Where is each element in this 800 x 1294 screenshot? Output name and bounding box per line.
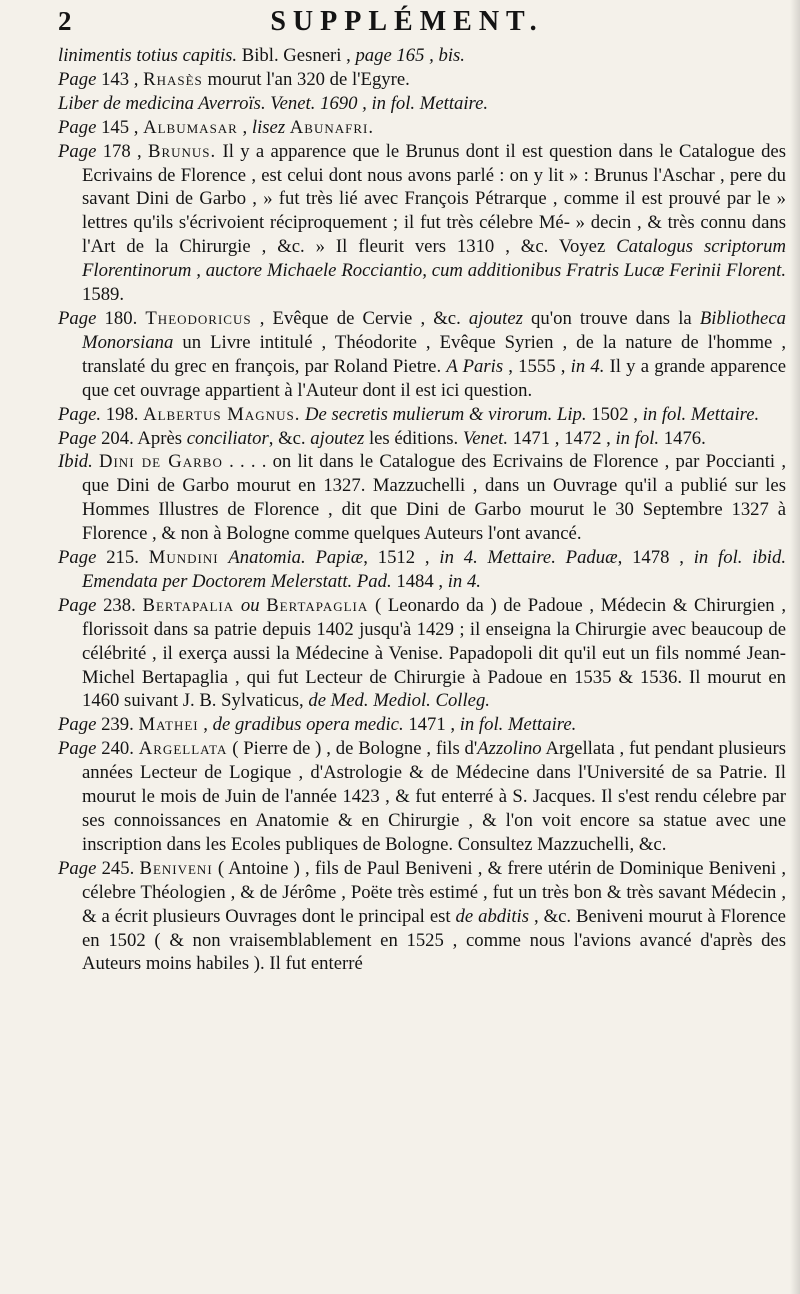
page-header: [58, 6, 786, 42]
italic-run: Catalogus scriptorum Florentinorum , auctore Michaele Rocciantio, cum additionibus Fratris Lucæ Ferinii Florent.: [82, 236, 786, 282]
text-run: 245.: [96, 857, 140, 879]
italic-run: Page: [58, 714, 97, 736]
text-run: 180.: [96, 307, 146, 329]
text-run: , &c. Beniveni mourut à Florence en 1502 ( & non vraisemblablement en 1525 , comme nous l'avions avancé d'après des Auteurs moins habiles ). Il fut enterré: [82, 905, 786, 975]
italic-run: de abditis: [455, 905, 529, 927]
italic-run: Anatomia. Papiæ: [228, 547, 364, 569]
italic-run: in 4. Mettaire. Paduæ: [439, 547, 618, 569]
small-caps-name: Theodoricus: [145, 307, 252, 329]
italic-run: Page: [58, 547, 97, 569]
text-run: 1476.: [659, 427, 706, 449]
text-run: un Livre intitulé , Théodorite , Evêque Syrien , de la nature de l'homme , translaté du grec en françois, par Roland Pietre.: [82, 331, 786, 377]
entry-paragraph: [58, 116, 786, 140]
small-caps-name: Beniveni: [139, 857, 213, 879]
italic-run: in fol. Mettaire.: [459, 714, 577, 736]
small-caps-name: Albumasar: [143, 116, 238, 138]
italic-run: Page: [58, 857, 97, 879]
italic-run: Page.: [58, 403, 102, 425]
italic-run: Page: [58, 140, 97, 162]
entry-paragraph: [58, 594, 786, 714]
small-caps-name: Argellata: [138, 738, 228, 760]
text-run: 1471 , 1472 ,: [508, 427, 616, 449]
italic-run: in fol.: [615, 427, 660, 449]
italic-run: in fol. Mettaire.: [642, 403, 760, 425]
text-run: 239.: [96, 714, 139, 736]
entry-paragraph: [58, 92, 786, 116]
entry-paragraph: [58, 68, 786, 92]
text-run: 1484 ,: [391, 570, 448, 592]
entry-paragraph: [58, 546, 786, 594]
small-caps-name: Mundini: [148, 547, 219, 569]
italic-run: A Paris: [446, 355, 504, 377]
italic-run: Venet.: [462, 427, 509, 449]
text-run: , Evêque de Cervie , &c.: [251, 307, 469, 329]
italic-run: de gradibus opera medic.: [212, 714, 404, 736]
entry-paragraph: [58, 450, 786, 546]
text-run: [234, 595, 241, 616]
entry-paragraph: [58, 857, 786, 977]
italic-run: lisez: [251, 116, 286, 138]
italic-run: Liber de medicina Averroïs. Venet. 1690 , in fol. Mettaire.: [58, 92, 489, 114]
small-caps-name: Abunafri.: [289, 116, 375, 138]
text-run: ,: [237, 116, 252, 138]
text-run: 238.: [96, 594, 143, 616]
italic-run: Azzolino: [477, 738, 542, 760]
italic-run: Page: [58, 307, 97, 329]
entry-paragraph: [58, 307, 786, 403]
text-run: . . . . on lit dans le Catalogue des Ecrivains de Florence , par Poccianti , que Dini de Garbo mourut en 1327. Mazzuchelli , dans un Ouvrage qu'il a publié sur les Hommes Illustres de Florence , dit que Dini de Garbo mourut le 30 Septembre 1327 à Florence , & non à Bologne comme quelques Auteurs l'ont avancé.: [82, 451, 786, 545]
small-caps-name: Bertapaglia: [266, 594, 369, 616]
text-run: 145 ,: [96, 116, 144, 138]
italic-run: Bibliotheca Monorsiana: [82, 307, 786, 353]
italic-run: Page: [58, 738, 97, 760]
text-run: 198.: [101, 403, 144, 425]
text-run: 1502 ,: [586, 403, 643, 425]
small-caps-name: Rhasès: [143, 68, 203, 90]
italic-run: Ibid.: [58, 451, 93, 473]
italic-run: De secretis mulierum & virorum. Lip.: [305, 403, 587, 425]
small-caps-name: Mathei: [138, 714, 199, 736]
text-run: [219, 547, 229, 568]
italic-run: in 4.: [570, 355, 605, 377]
entry-paragraph: [58, 713, 786, 737]
text-run: 178 ,: [96, 140, 148, 162]
text-run: 215.: [96, 547, 149, 569]
text-run: qu'on trouve dans la: [522, 307, 700, 329]
italic-run: Page: [58, 116, 97, 138]
small-caps-name: Dini de Garbo: [98, 451, 223, 473]
italic-run: ajoutez: [310, 427, 365, 449]
italic-run: Page: [58, 68, 97, 90]
text-run: Argellata , fut pendant plusieurs années Lecteur de Logique , d'Astrologie & de Médecine dans l'Université de sa Patrie. Il mourut le mois de Juin de l'année 1423 , & fut enterré à S. Jacques. Il s'est rendu célebre par ses connoissances en Anatomie & en Chirurgie , & l'on voit encore sa statue avec une inscription dans les Ecoles publiques de Bologne. Consultez Mazzuchelli, &c.: [82, 738, 787, 855]
supplement-entries: [58, 44, 786, 976]
italic-run: ou: [240, 594, 260, 616]
text-run: 143 ,: [96, 68, 144, 90]
text-run: 204. Après: [96, 427, 187, 449]
running-head: SUPPLÉMENT.: [270, 6, 544, 37]
italic-run: linimentis totius capitis.: [58, 45, 238, 66]
italic-run: Page: [58, 594, 97, 616]
small-caps-name: Bertapalia: [142, 594, 235, 616]
italic-run: conciliator: [186, 427, 269, 449]
italic-run: ajoutez: [468, 307, 523, 329]
page-number: 2: [58, 6, 72, 36]
text-run: ( Leonardo da ) de Padoue , Médecin & Chirurgien , florissoit dans sa patrie depuis 1402 jusqu'à 1429 ; il enseigna la Chirurgie avec beaucoup de célébrité , il exerça aussi la Médecine à Venise. Papadopoli dit qu'il eut un fils nommé Jean-Michel Bertapaglia , qui fut Lecteur de Chirurgie à Padoue en 1535 & 1536. Il mourut en 1460 suivant J. B. Sylvaticus,: [82, 594, 787, 712]
text-run: 1589.: [82, 284, 125, 306]
text-run: Il y a apparence que le Brunus dont il est question dans le Catalogue des Ecrivains de Florence , est celui dont nous avons parlé : on y lit » : Brunus l'Aschar , pere du savant Dini de Garbo , » fut très lié avec François Pétrarque , comme il est prouvé par le » lettres qu'ils s'écrivoient réciproquement ; il fut très célebre Mé- » decin , & très connu dans l'Art de la Chirurgie , &c. » Il fleurit vers 1310 , &c. Voyez: [82, 140, 786, 258]
text-run: , &c.: [268, 427, 311, 449]
text-run: 240.: [96, 738, 139, 760]
text-run: 1471 ,: [403, 714, 460, 736]
page-edge-shadow: [790, 0, 800, 1294]
entry-paragraph: [58, 427, 786, 451]
text-run: Il y a grande apparence que cet ouvrage appartient à l'Auteur dont il est ici question.: [82, 355, 786, 401]
entry-paragraph: [58, 140, 786, 307]
entry-paragraph: [58, 403, 786, 427]
italic-run: Page: [58, 427, 97, 449]
text-run: , 1512 ,: [363, 547, 440, 569]
italic-run: page 165 , bis.: [355, 45, 465, 66]
italic-run: de Med. Mediol. Colleg.: [308, 690, 490, 712]
small-caps-name: Albertus Magnus.: [143, 403, 301, 425]
text-run: , 1555 ,: [503, 355, 571, 377]
small-caps-name: Brunus.: [148, 140, 217, 162]
text-run: mourut l'an 320 de l'Egyre.: [202, 68, 410, 90]
text-run: , 1478 ,: [617, 547, 694, 569]
text-run: ( Pierre de ) , de Bologne , fils d': [227, 738, 478, 760]
text-run: Bibl. Gesneri ,: [237, 45, 356, 66]
entry-paragraph: [58, 737, 786, 857]
text-run: ,: [198, 714, 213, 736]
text-run: les éditions.: [364, 427, 463, 449]
italic-run: in 4.: [447, 570, 481, 592]
italic-run: in fol. ibid. Emendata per Doctorem Melerstatt. Pad.: [82, 547, 787, 592]
text-run: ( Antoine ) , fils de Paul Beniveni , & frere utérin de Dominique Beniveni , célebre Théologien , & de Jérôme , Poëte très estimé , fut un très bon & très savant Médecin , & a écrit plusieurs Ouvrages dont le principal est: [82, 857, 787, 927]
continuation-line: [58, 44, 786, 68]
